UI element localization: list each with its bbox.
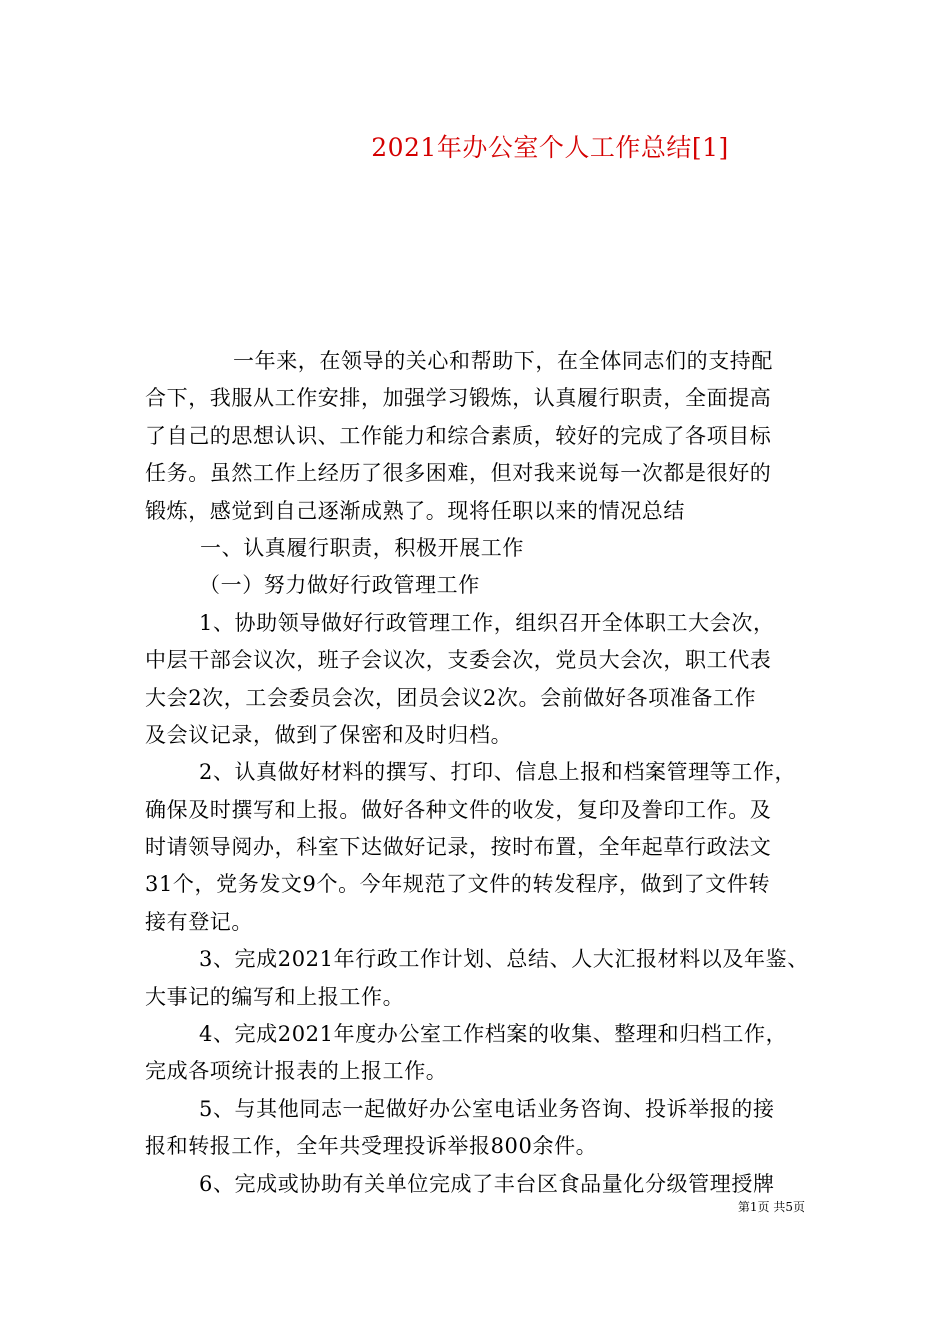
- paragraph-line: 了自己的思想认识、工作能力和综合素质，较好的完成了各项目标: [145, 423, 772, 448]
- page-number: 第1页 共5页: [737, 1200, 805, 1214]
- paragraph-line: 确保及时撰写和上报。做好各种文件的收发，复印及誊印工作。及: [145, 797, 772, 822]
- paragraph-line: 报和转报工作，全年共受理投诉举报800余件。: [145, 1134, 598, 1159]
- paragraph-line: 任务。虽然工作上经历了很多困难，但对我来说每一次都是很好的: [145, 461, 772, 486]
- paragraph-line: 3、完成2021年行政工作计划、总结、人大汇报材料以及年鉴、: [199, 947, 809, 972]
- paragraph-line: 合下，我服从工作安排，加强学习锻炼，认真履行职责，全面提高: [145, 386, 772, 411]
- paragraph-line: 完成各项统计报表的上报工作。: [145, 1059, 448, 1084]
- paragraph-line: 大会2次，工会委员会次，团员会议2次。会前做好各项准备工作: [145, 685, 757, 710]
- subsection-heading: （一）努力做好行政管理工作: [199, 573, 480, 598]
- paragraph-line: 接有登记。: [145, 909, 253, 934]
- paragraph-line: 6、完成或协助有关单位完成了丰台区食品量化分级管理授牌: [199, 1171, 775, 1196]
- paragraph-line: 大事记的编写和上报工作。: [145, 984, 405, 1009]
- paragraph-line: 5、与其他同志一起做好办公室电话业务咨询、投诉举报的接: [199, 1096, 775, 1121]
- paragraph-line: 4、完成2021年度办公室工作档案的收集、整理和归档工作，: [199, 1022, 788, 1047]
- document-body: [145, 343, 815, 1203]
- paragraph-line: 时请领导阅办，科室下达做好记录，按时布置，全年起草行政法文: [145, 835, 772, 860]
- paragraph-line: 及会议记录，做到了保密和及时归档。: [145, 722, 513, 747]
- section-heading: 一、认真履行职责，积极开展工作: [200, 535, 524, 560]
- paragraph-line: 一年来，在领导的关心和帮助下，在全体同志们的支持配: [233, 349, 773, 373]
- document-title: 2021年办公室个人工作总结[1]: [371, 133, 729, 162]
- paragraph-line: 31个，党务发文9个。今年规范了文件的转发程序，做到了文件转: [145, 872, 771, 897]
- paragraph-line: 锻炼，感觉到自己逐渐成熟了。现将任职以来的情况总结: [145, 498, 685, 523]
- paragraph-line: 2、认真做好材料的撰写、打印、信息上报和档案管理等工作，: [199, 760, 797, 785]
- paragraph-line: 1、协助领导做好行政管理工作，组织召开全体职工大会次，: [199, 610, 775, 635]
- paragraph-line: 中层干部会议次，班子会议次，支委会次，党员大会次，职工代表: [145, 648, 772, 673]
